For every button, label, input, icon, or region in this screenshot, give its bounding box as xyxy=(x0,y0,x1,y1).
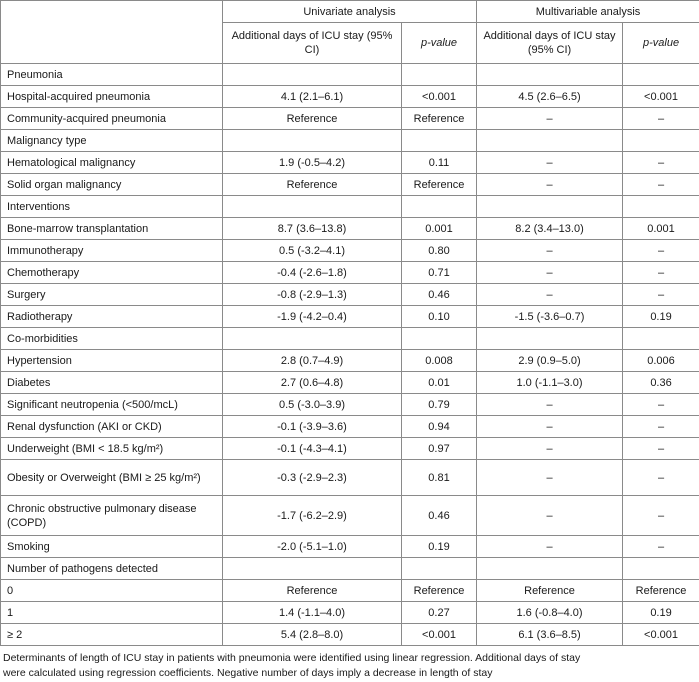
multivariable-pvalue-cell: – xyxy=(623,438,699,460)
table-row xyxy=(1,218,699,240)
univariate-pvalue-cell: 0.01 xyxy=(402,372,477,394)
table-row xyxy=(1,306,699,328)
univariate-ci-cell: 8.7 (3.6–13.8) xyxy=(223,218,402,240)
univariate-pvalue-cell: 0.79 xyxy=(402,394,477,416)
table-row xyxy=(1,108,699,130)
multivariable-pvalue-cell: Reference xyxy=(623,580,699,602)
univariate-pvalue-cell: 0.19 xyxy=(402,536,477,558)
empty-cell xyxy=(402,130,477,152)
univariate-ci-cell: -0.8 (-2.9–1.3) xyxy=(223,284,402,306)
row-label: 1 xyxy=(1,602,223,624)
multivariable-ci-cell: 2.9 (0.9–5.0) xyxy=(477,350,623,372)
univariate-pvalue-cell: 0.46 xyxy=(402,496,477,536)
univariate-ci-cell: 0.5 (-3.0–3.9) xyxy=(223,394,402,416)
univariate-pvalue-cell: Reference xyxy=(402,108,477,130)
empty-cell xyxy=(223,130,402,152)
multivariable-pvalue-cell: – xyxy=(623,240,699,262)
row-label: Smoking xyxy=(1,536,223,558)
table-row xyxy=(1,350,699,372)
univariate-pvalue-cell: 0.97 xyxy=(402,438,477,460)
univariate-ci-cell: -0.1 (-4.3–4.1) xyxy=(223,438,402,460)
multivariable-pvalue-cell: <0.001 xyxy=(623,86,699,108)
empty-cell xyxy=(223,196,402,218)
univariate-ci-cell: -1.9 (-4.2–0.4) xyxy=(223,306,402,328)
empty-cell xyxy=(477,130,623,152)
row-label: Hospital-acquired pneumonia xyxy=(1,86,223,108)
multivariable-ci-cell: – xyxy=(477,496,623,536)
table-row xyxy=(1,536,699,558)
table-row xyxy=(1,86,699,108)
univariate-pvalue-cell: 0.71 xyxy=(402,262,477,284)
multivariable-ci-cell: 1.0 (-1.1–3.0) xyxy=(477,372,623,394)
section-label: Number of pathogens detected xyxy=(1,558,223,580)
header-row-groups xyxy=(1,1,699,23)
table-row xyxy=(1,174,699,196)
empty-cell xyxy=(623,558,699,580)
multivariable-ci-cell: – xyxy=(477,152,623,174)
univariate-ci-cell: 2.8 (0.7–4.9) xyxy=(223,350,402,372)
row-label: 0 xyxy=(1,580,223,602)
empty-cell xyxy=(223,328,402,350)
univariate-ci-cell: 1.9 (-0.5–4.2) xyxy=(223,152,402,174)
multivariable-pvalue-header: p-value xyxy=(623,23,699,64)
multivariable-pvalue-cell: – xyxy=(623,496,699,536)
multivariable-ci-cell: – xyxy=(477,416,623,438)
univariate-pvalue-cell: 0.27 xyxy=(402,602,477,624)
section-label: Pneumonia xyxy=(1,64,223,86)
univariate-ci-cell: -0.3 (-2.9–2.3) xyxy=(223,460,402,496)
multivariable-header: Multivariable analysis xyxy=(477,1,699,23)
multivariable-ci-cell: – xyxy=(477,174,623,196)
multivariable-ci-cell: – xyxy=(477,394,623,416)
univariate-ci-cell: -0.4 (-2.6–1.8) xyxy=(223,262,402,284)
footnote xyxy=(0,651,699,681)
multivariable-ci-cell: 8.2 (3.4–13.0) xyxy=(477,218,623,240)
empty-cell xyxy=(402,64,477,86)
table-row xyxy=(1,438,699,460)
row-label: Chemotherapy xyxy=(1,262,223,284)
section-row xyxy=(1,64,699,86)
section-row xyxy=(1,130,699,152)
table-row xyxy=(1,602,699,624)
row-label: Surgery xyxy=(1,284,223,306)
section-row xyxy=(1,196,699,218)
univariate-pvalue-header: p-value xyxy=(402,23,477,64)
empty-cell xyxy=(477,558,623,580)
row-label: Bone-marrow transplantation xyxy=(1,218,223,240)
univariate-ci-cell: 5.4 (2.8–8.0) xyxy=(223,624,402,646)
multivariable-ci-cell: – xyxy=(477,108,623,130)
multivariable-pvalue-cell: – xyxy=(623,284,699,306)
table-row xyxy=(1,240,699,262)
univariate-ci-cell: Reference xyxy=(223,174,402,196)
univariate-pvalue-cell: Reference xyxy=(402,174,477,196)
univariate-ci-cell: Reference xyxy=(223,108,402,130)
multivariable-ci-cell: 1.6 (-0.8–4.0) xyxy=(477,602,623,624)
univariate-ci-cell: 2.7 (0.6–4.8) xyxy=(223,372,402,394)
table-row xyxy=(1,372,699,394)
multivariable-ci-cell: 6.1 (3.6–8.5) xyxy=(477,624,623,646)
univariate-pvalue-cell: 0.80 xyxy=(402,240,477,262)
multivariable-ci-cell: – xyxy=(477,262,623,284)
row-label: Renal dysfunction (AKI or CKD) xyxy=(1,416,223,438)
table-row xyxy=(1,152,699,174)
multivariable-pvalue-cell: 0.19 xyxy=(623,602,699,624)
empty-cell xyxy=(223,64,402,86)
table-row xyxy=(1,284,699,306)
table-row xyxy=(1,394,699,416)
univariate-days-header: Additional days of ICU stay (95% CI) xyxy=(223,23,402,64)
section-label: Malignancy type xyxy=(1,130,223,152)
empty-cell xyxy=(477,196,623,218)
table-row xyxy=(1,624,699,646)
univariate-pvalue-cell: 0.81 xyxy=(402,460,477,496)
multivariable-pvalue-cell: – xyxy=(623,262,699,284)
multivariable-ci-cell: -1.5 (-3.6–0.7) xyxy=(477,306,623,328)
table-row xyxy=(1,416,699,438)
multivariable-ci-cell: – xyxy=(477,240,623,262)
univariate-ci-cell: 1.4 (-1.1–4.0) xyxy=(223,602,402,624)
row-label: Chronic obstructive pulmonary disease (COPD) xyxy=(1,496,223,536)
multivariable-days-header: Additional days of ICU stay (95% CI) xyxy=(477,23,623,64)
multivariable-pvalue-cell: 0.001 xyxy=(623,218,699,240)
multivariable-pvalue-cell: – xyxy=(623,536,699,558)
header-empty-cell xyxy=(1,1,223,64)
univariate-ci-cell: -0.1 (-3.9–3.6) xyxy=(223,416,402,438)
multivariable-pvalue-cell: – xyxy=(623,108,699,130)
table-row xyxy=(1,262,699,284)
row-label: Underweight (BMI < 18.5 kg/m²) xyxy=(1,438,223,460)
univariate-pvalue-cell: <0.001 xyxy=(402,86,477,108)
empty-cell xyxy=(402,196,477,218)
univariate-ci-cell: -2.0 (-5.1–1.0) xyxy=(223,536,402,558)
row-label: Hypertension xyxy=(1,350,223,372)
univariate-ci-cell: Reference xyxy=(223,580,402,602)
empty-cell xyxy=(623,64,699,86)
row-label: ≥ 2 xyxy=(1,624,223,646)
row-label: Solid organ malignancy xyxy=(1,174,223,196)
empty-cell xyxy=(402,328,477,350)
univariate-pvalue-cell: Reference xyxy=(402,580,477,602)
empty-cell xyxy=(223,558,402,580)
multivariable-ci-cell: – xyxy=(477,536,623,558)
empty-cell xyxy=(623,328,699,350)
row-label: Significant neutropenia (<500/mcL) xyxy=(1,394,223,416)
empty-cell xyxy=(623,130,699,152)
multivariable-ci-cell: – xyxy=(477,438,623,460)
empty-cell xyxy=(623,196,699,218)
univariate-header: Univariate analysis xyxy=(223,1,477,23)
multivariable-pvalue-cell: 0.006 xyxy=(623,350,699,372)
multivariable-pvalue-cell: – xyxy=(623,416,699,438)
empty-cell xyxy=(477,328,623,350)
univariate-pvalue-cell: 0.46 xyxy=(402,284,477,306)
empty-cell xyxy=(402,558,477,580)
empty-cell xyxy=(477,64,623,86)
table-row xyxy=(1,496,699,536)
multivariable-pvalue-cell: <0.001 xyxy=(623,624,699,646)
multivariable-ci-cell: 4.5 (2.6–6.5) xyxy=(477,86,623,108)
univariate-ci-cell: 4.1 (2.1–6.1) xyxy=(223,86,402,108)
univariate-pvalue-cell: 0.001 xyxy=(402,218,477,240)
univariate-pvalue-cell: 0.11 xyxy=(402,152,477,174)
multivariable-ci-cell: – xyxy=(477,284,623,306)
univariate-pvalue-cell: 0.94 xyxy=(402,416,477,438)
univariate-ci-cell: -1.7 (-6.2–2.9) xyxy=(223,496,402,536)
section-label: Interventions xyxy=(1,196,223,218)
multivariable-pvalue-cell: 0.19 xyxy=(623,306,699,328)
section-row xyxy=(1,328,699,350)
section-label: Co-morbidities xyxy=(1,328,223,350)
table-row xyxy=(1,460,699,496)
multivariable-ci-cell: Reference xyxy=(477,580,623,602)
row-label: Immunotherapy xyxy=(1,240,223,262)
footnote-line: Determinants of length of ICU stay in patients with pneumonia were identified using linear regression. Additional days of stay xyxy=(3,652,581,664)
footnote-line: were calculated using regression coefficients. Negative number of days imply a decrease in length of stay xyxy=(3,667,493,679)
univariate-pvalue-cell: 0.008 xyxy=(402,350,477,372)
univariate-ci-cell: 0.5 (-3.2–4.1) xyxy=(223,240,402,262)
multivariable-pvalue-cell: – xyxy=(623,174,699,196)
section-row xyxy=(1,558,699,580)
table-row xyxy=(1,580,699,602)
multivariable-pvalue-cell: 0.36 xyxy=(623,372,699,394)
multivariable-ci-cell: – xyxy=(477,460,623,496)
multivariable-pvalue-cell: – xyxy=(623,152,699,174)
row-label: Radiotherapy xyxy=(1,306,223,328)
univariate-pvalue-cell: 0.10 xyxy=(402,306,477,328)
univariate-pvalue-cell: <0.001 xyxy=(402,624,477,646)
row-label: Hematological malignancy xyxy=(1,152,223,174)
multivariable-pvalue-cell: – xyxy=(623,394,699,416)
row-label: Obesity or Overweight (BMI ≥ 25 kg/m²) xyxy=(1,460,223,496)
row-label: Diabetes xyxy=(1,372,223,394)
multivariable-pvalue-cell: – xyxy=(623,460,699,496)
row-label: Community-acquired pneumonia xyxy=(1,108,223,130)
